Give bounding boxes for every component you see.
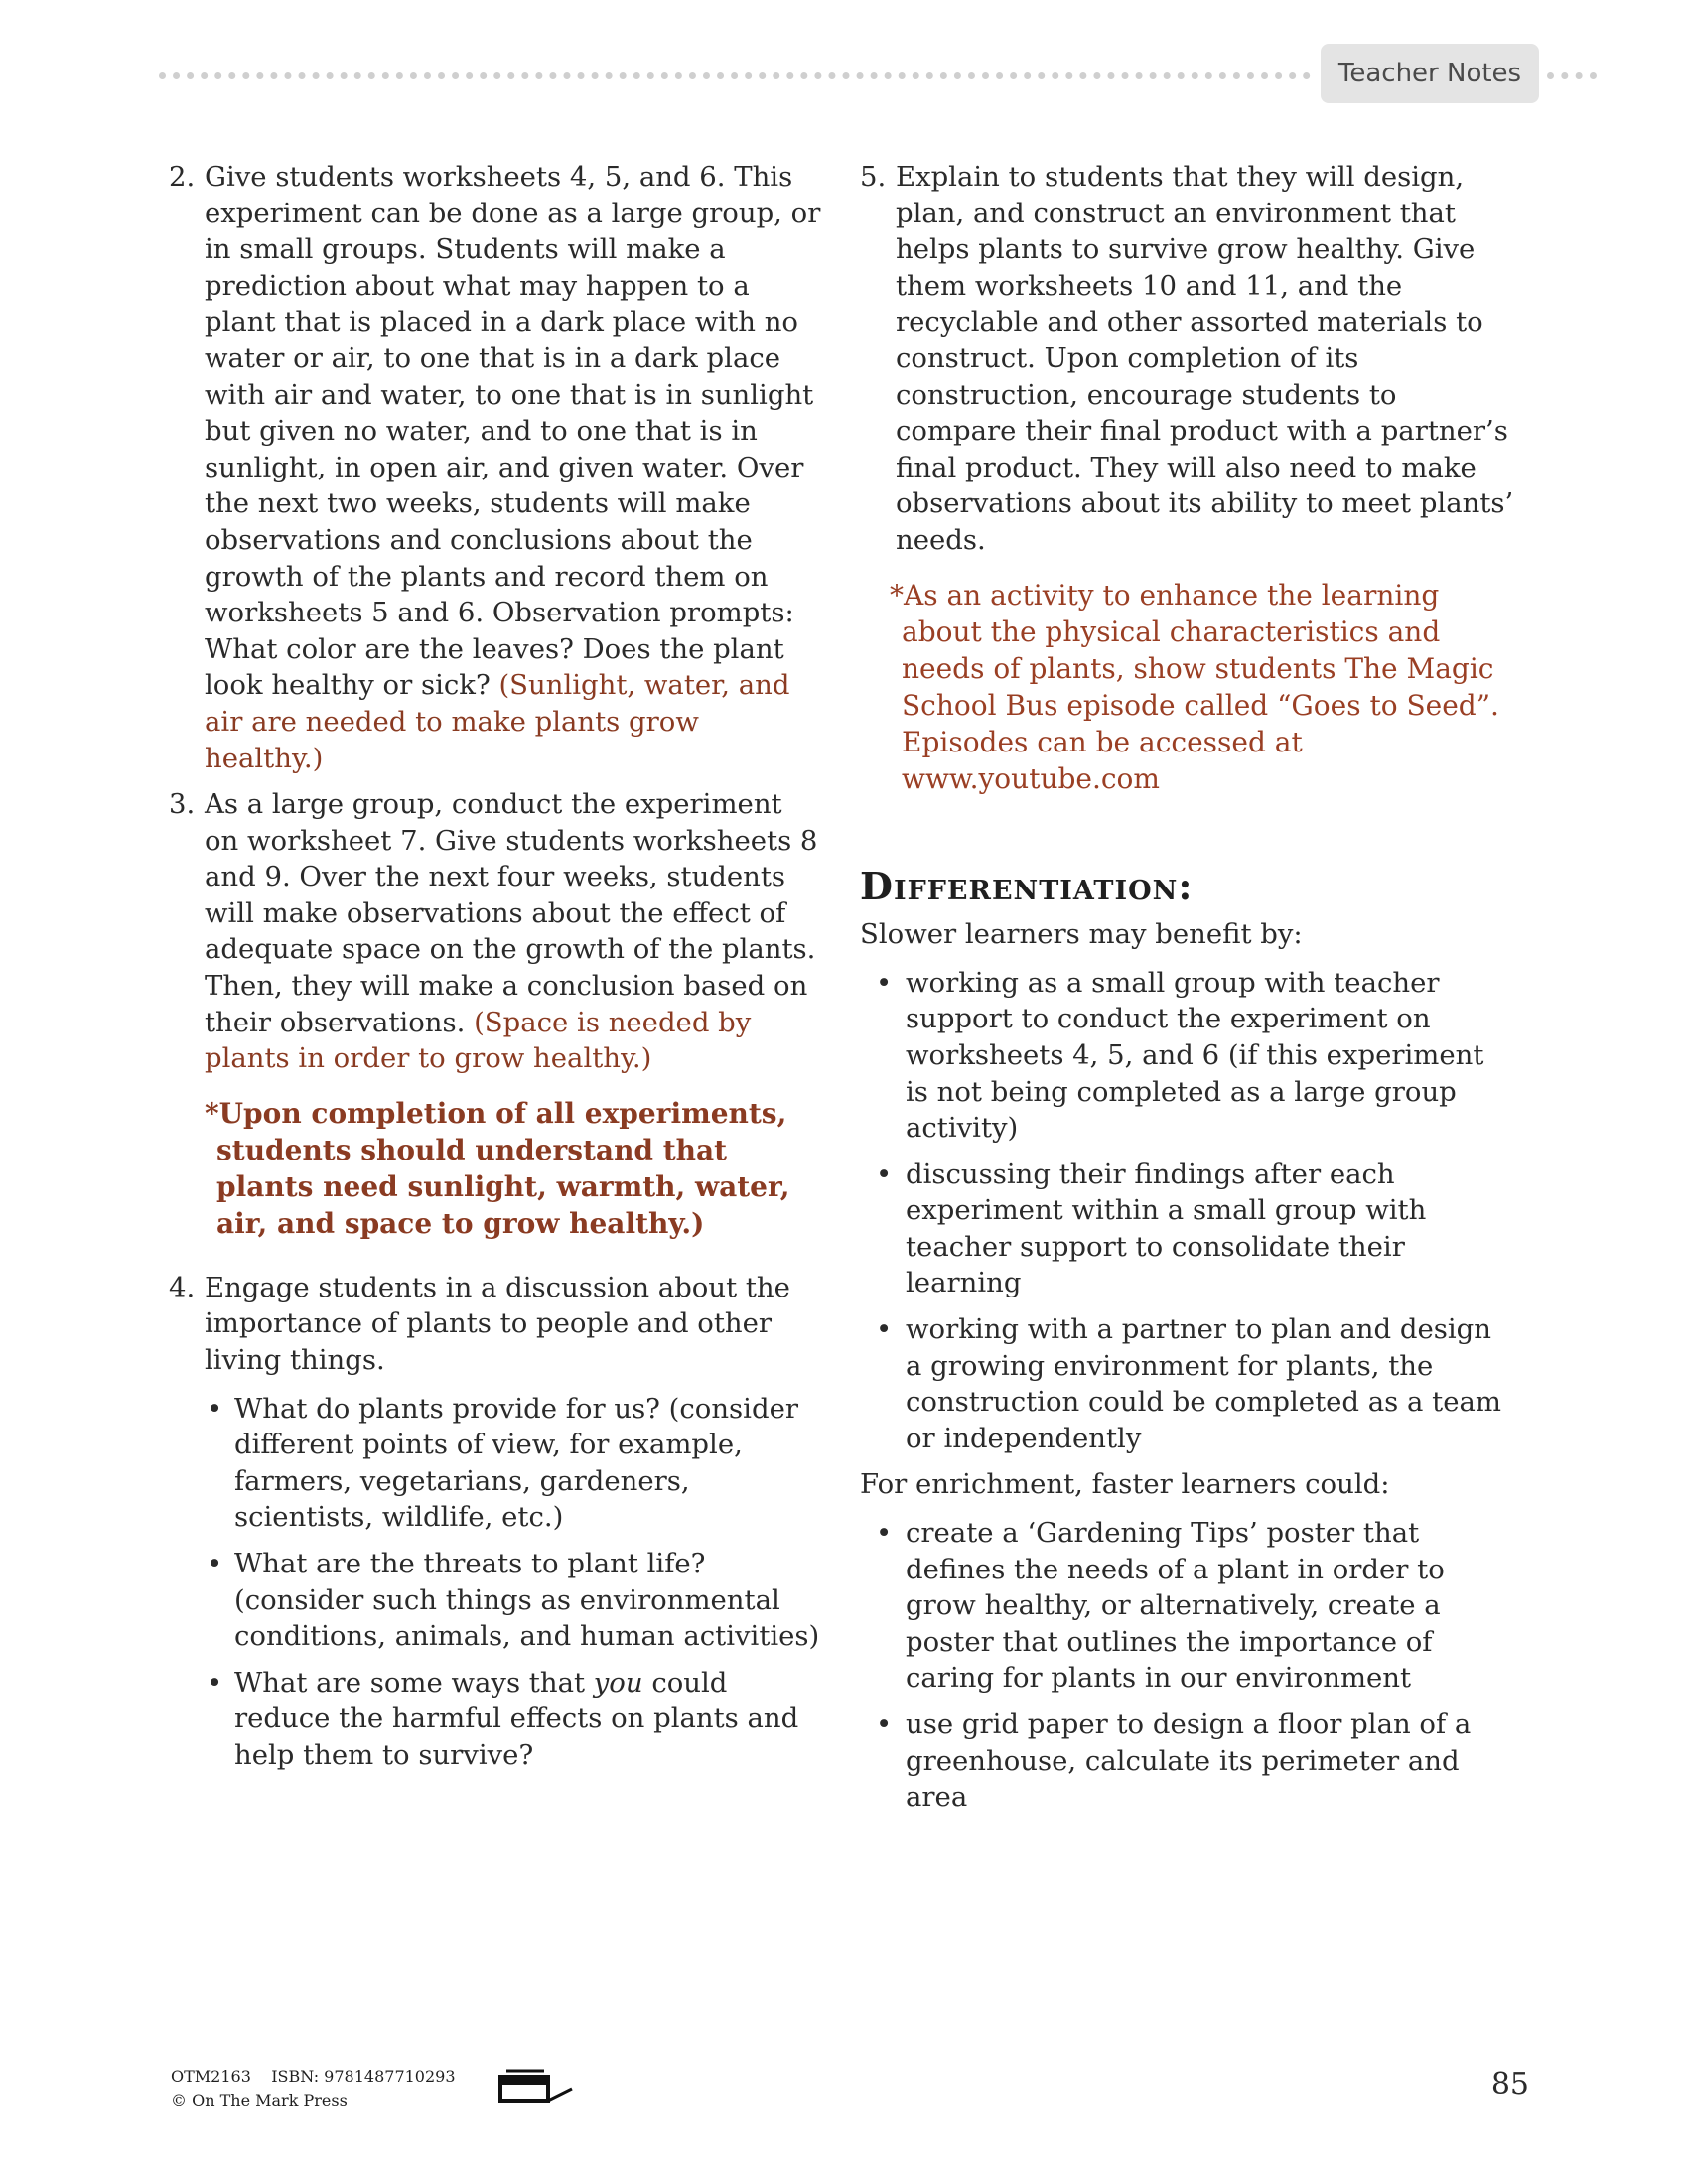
faster-learners-list (860, 1515, 1515, 1816)
slower-learners-intro: Slower learners may benefit by: (860, 918, 1303, 951)
item-text: Give students worksheets 4, 5, and 6. This experiment can be done as a large group, or in small groups. Students will make a prediction about what may happen to a plant that is placed in a dark place with no water or air, to one that is in a dark place with air and water, to one that is in sunlight but given no water, and to one that is in sunlight, in open air, and given water. Over the next two weeks, students will make observations and conclusions about the growth of the plants and record them on worksheets 5 and 6. Observation prompts: What color are the leaves? Does the plant look healthy or sick? (205, 161, 821, 702)
differentiation-heading: Differentiation: (860, 863, 1194, 908)
list-item: • use grid paper to design a floor plan of a greenhouse, calculate its perimeter and area (860, 1706, 1515, 1816)
item-number: 3. (169, 788, 196, 821)
list-item: • working as a small group with teacher support to conduct the experiment on worksheets 4, 5, and 6 (if this experiment is not being completed as a large group activity) (860, 965, 1515, 1147)
page-number: 85 (1490, 2067, 1529, 2102)
list-item: • create a ‘Gardening Tips’ poster that defines the needs of a plant in order to grow healthy, or alternatively, create a poster that outlines the importance of caring for plants in our environment (860, 1515, 1515, 1697)
magic-school-bus-note: *As an activity to enhance the learning about the physical characteristics and needs of plants, show students The Magic School Bus episode called “Goes to Seed”. Episodes can be accessed at www.youtube.com (890, 578, 1499, 795)
footer-info (171, 2065, 456, 2113)
numbered-item-4 (169, 1270, 824, 1784)
product-code: OTM2163 (171, 2067, 251, 2086)
item-text: Engage students in a discussion about the importance of plants to people and other living things. (205, 1271, 790, 1377)
item-answer-text: (Space is needed by plants in order to grow healthy.) (205, 1006, 752, 1075)
faster-learners-intro: For enrichment, faster learners could: (860, 1468, 1390, 1501)
discussion-bullet-list (205, 1391, 824, 1774)
item-body (205, 1270, 824, 1784)
emphasis-you: you (593, 1666, 643, 1699)
list-item: • What are some ways that you could reduce the harmful effects on plants and help them to survive? (205, 1665, 824, 1774)
experiments-summary-note: *Upon completion of all experiments, students should understand that plants need sunlight, warmth, water, air, and space to grow healthy.) (205, 1096, 790, 1240)
list-item: • What do plants provide for us? (consider different points of view, for example, farmers, vegetarians, gardeners, scientists, wildlife, etc.) (205, 1391, 824, 1536)
printer-icon (496, 2067, 576, 2107)
item-number: 2. (169, 161, 196, 193)
teacher-notes-tab: Teacher Notes (1321, 44, 1539, 103)
copyright: © On The Mark Press (171, 2091, 348, 2110)
list-item: • discussing their findings after each experiment within a small group with teacher support to consolidate their learning (860, 1157, 1515, 1301)
numbered-item-5 (860, 159, 1515, 559)
header-dotted-rule-right (1547, 72, 1597, 79)
item-number: 5. (860, 161, 887, 193)
item-text: Explain to students that they will design, plan, and construct an environment that helps plants to survive grow healthy. Give them worksheets 10 and 11, and the recyclable and other assorted materials to construct. Upon completion of its construction, encourage students to compare their final product with a partner’s final product. They will also need to make observations about its ability to meet plants’ needs. (896, 161, 1514, 556)
item-body (205, 786, 824, 1077)
list-item: • What are the threats to plant life? (consider such things as environmental conditions, animals, and human activities) (205, 1546, 824, 1655)
numbered-item-3 (169, 786, 824, 1077)
list-item: • working with a partner to plan and design a growing environment for plants, the construction could be completed as a team or independently (860, 1311, 1515, 1456)
numbered-item-2 (169, 159, 824, 776)
header-dotted-rule-left (159, 72, 1311, 79)
item-number: 4. (169, 1271, 196, 1303)
item-body (205, 159, 824, 776)
right-column (860, 159, 1515, 1826)
isbn: ISBN: 9781487710293 (271, 2067, 456, 2086)
slower-learners-list (860, 965, 1515, 1457)
left-column (169, 159, 824, 1794)
item-answer-text: (Sunlight, water, and air are needed to make plants grow healthy.) (205, 669, 790, 774)
item-text: As a large group, conduct the experiment on worksheet 7. Give students worksheets 8 and 9. Over the next four weeks, students will make observations about the effect of adequate space on the growth of the plants. Then, they will make a conclusion based on their observations. (205, 788, 818, 1038)
footer-codes (171, 2065, 456, 2089)
